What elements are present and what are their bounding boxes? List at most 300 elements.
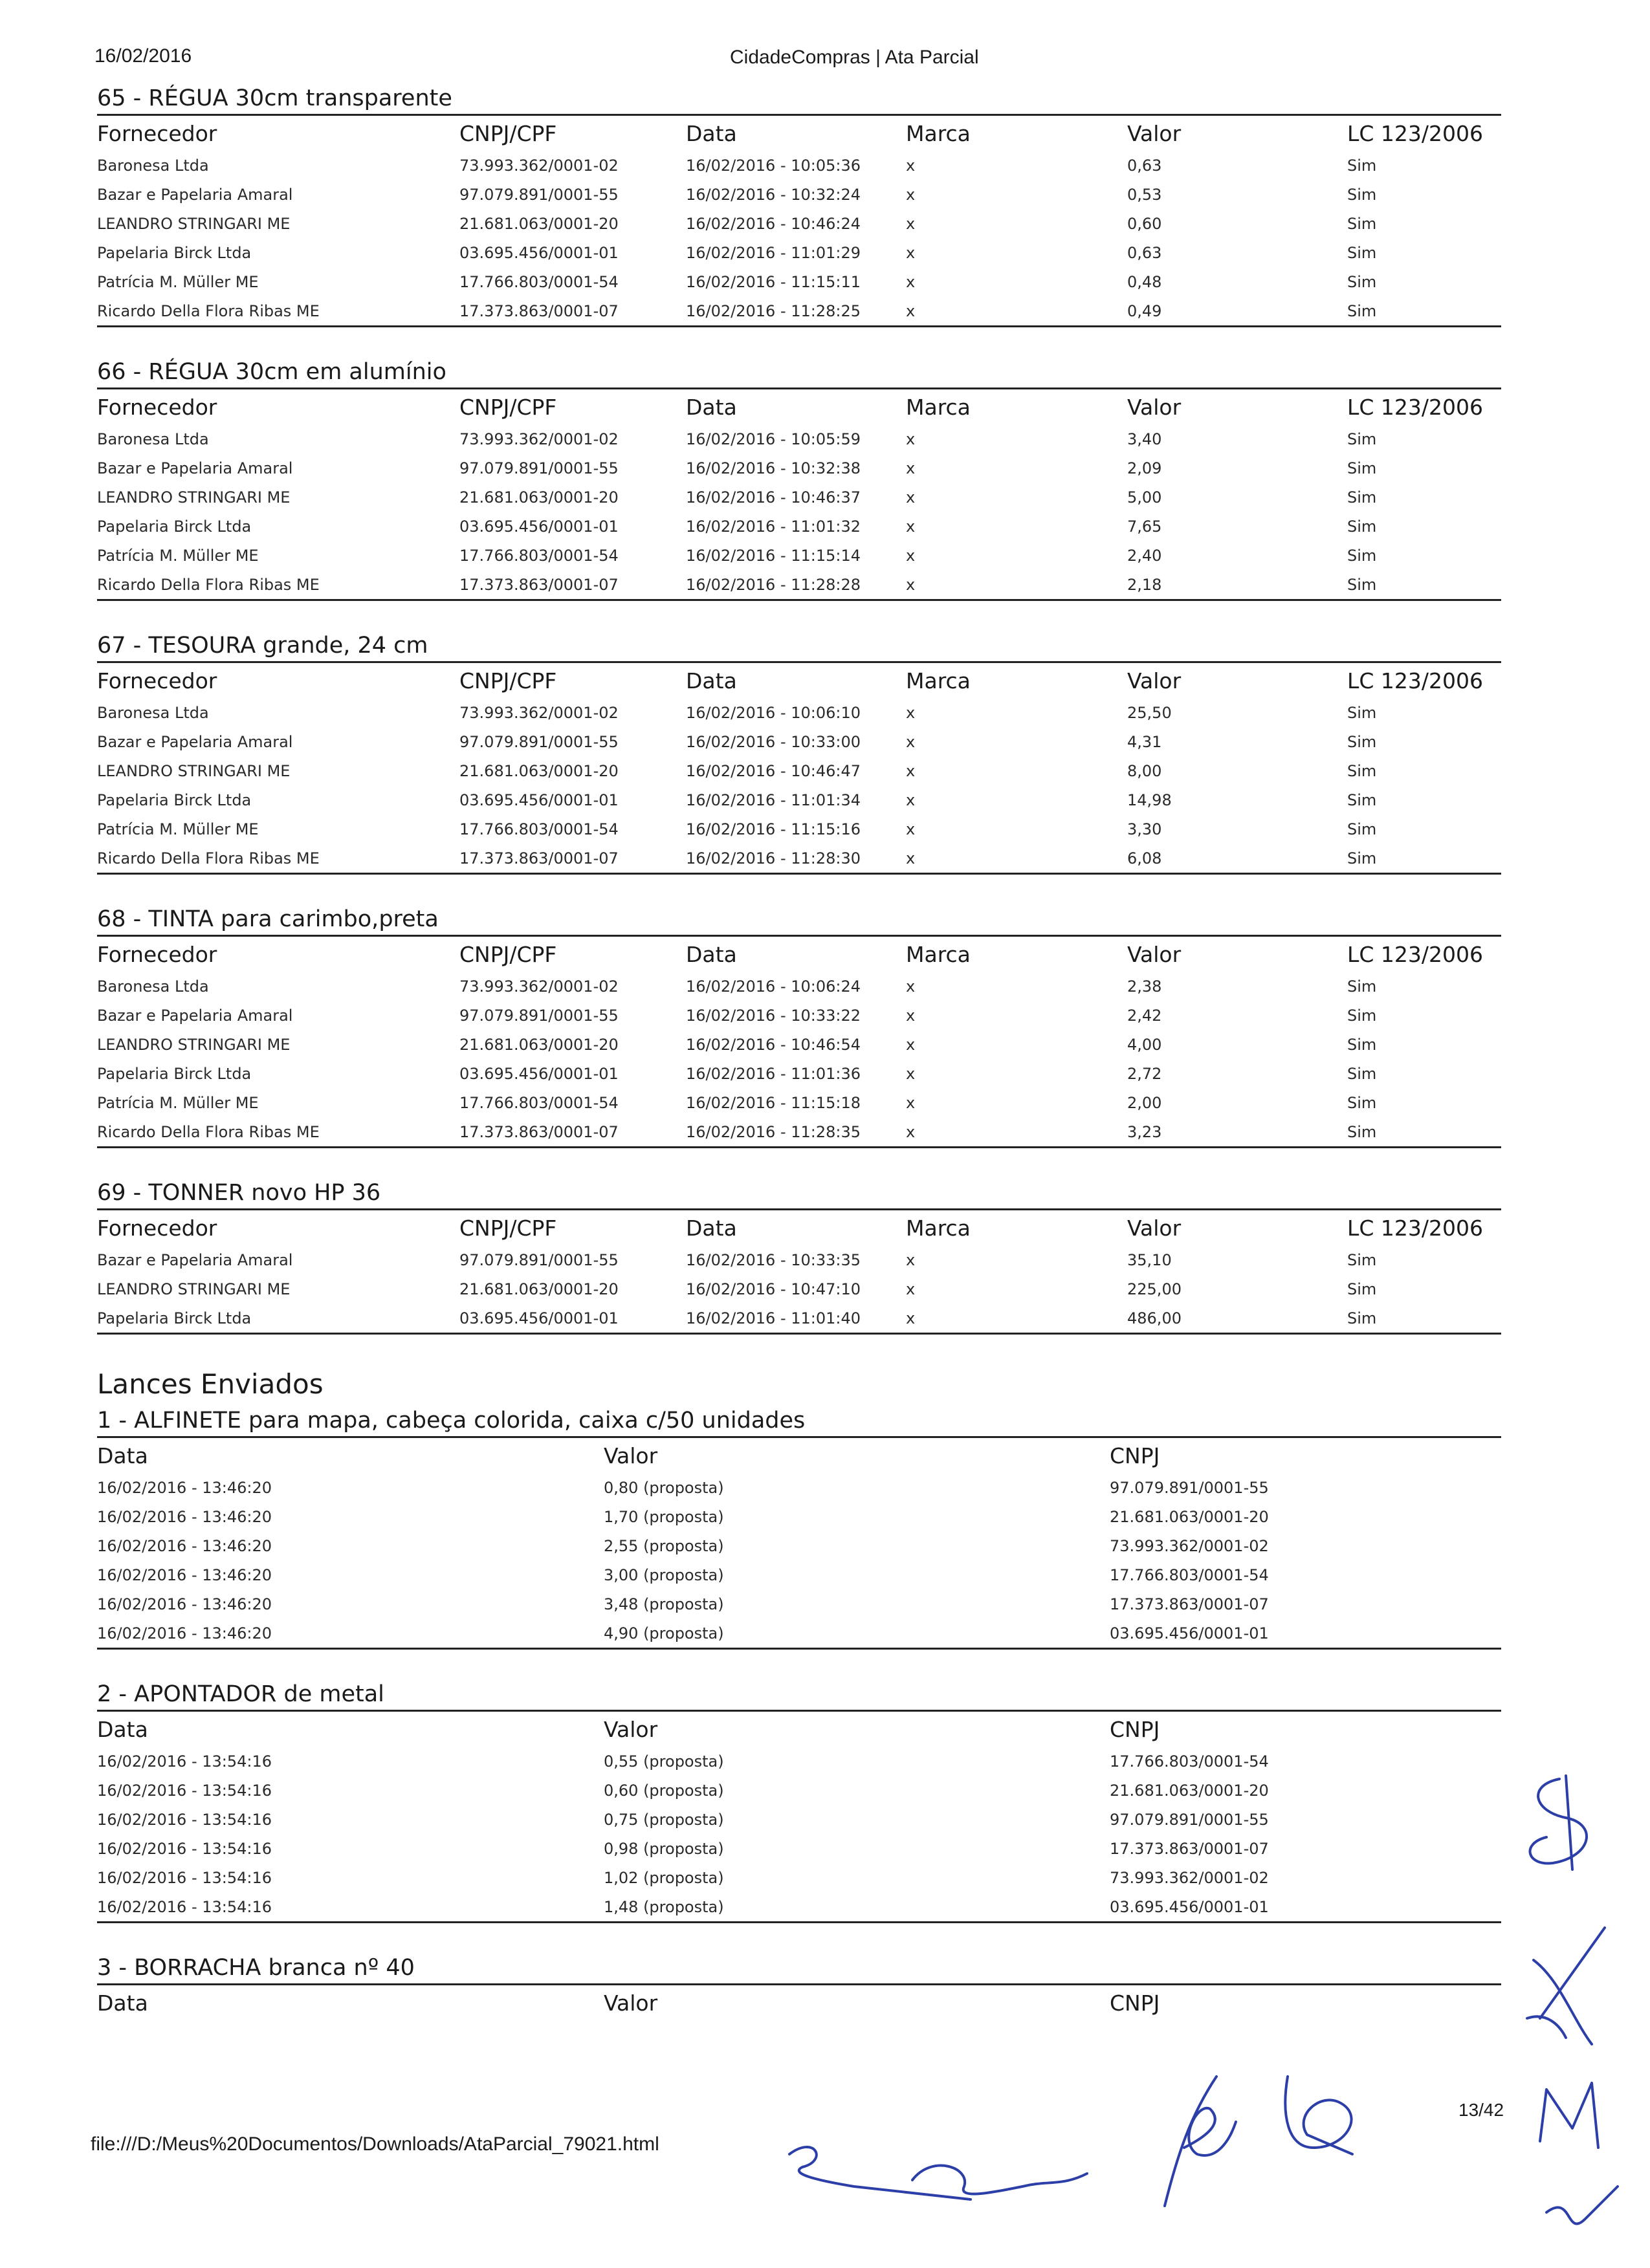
cell-valor: 0,60 (proposta) [604, 1781, 724, 1800]
table-row [97, 180, 1501, 209]
signature-bottom-2 [1139, 2070, 1255, 2212]
cell-cnpj: 17.766.803/0001-54 [1110, 1752, 1269, 1771]
cell-valor: 1,48 (proposta) [604, 1897, 724, 1916]
cell-lc: Sim [1347, 849, 1377, 867]
cell-marca: x [906, 1309, 916, 1327]
table-header-row [97, 937, 1501, 972]
cell-valor: 0,75 (proposta) [604, 1810, 724, 1829]
cell-fornecedor: LEANDRO STRINGARI ME [97, 488, 291, 507]
section-spacer [97, 601, 1501, 630]
section-title: 1 - ALFINETE para mapa, cabeça colorida, caixa c/50 unidades [97, 1408, 806, 1434]
cell-lc: Sim [1347, 185, 1377, 204]
column-header-cnpj: CNPJ [1110, 1990, 1160, 2016]
table-row [97, 1059, 1501, 1088]
column-header-fornecedor: Fornecedor [97, 668, 217, 693]
column-header-data: Data [97, 1990, 148, 2016]
cell-lc: Sim [1347, 820, 1377, 838]
table-header-row [97, 1210, 1501, 1245]
table-header-row [97, 1985, 1501, 2020]
cell-valor: 2,42 [1127, 1006, 1162, 1025]
cell-cnpj: 17.766.803/0001-54 [459, 272, 619, 291]
cell-data: 16/02/2016 - 11:01:40 [686, 1309, 861, 1327]
cell-marca: x [906, 243, 916, 262]
cell-marca: x [906, 156, 916, 175]
signature-bottom-1 [776, 2128, 1113, 2206]
cell-data: 16/02/2016 - 11:28:28 [686, 575, 861, 594]
cell-marca: x [906, 703, 916, 722]
cell-cnpj: 21.681.063/0001-20 [1110, 1507, 1269, 1526]
footer-page-number: 13/42 [1458, 2100, 1504, 2120]
cell-lc: Sim [1347, 301, 1377, 320]
column-header-valor: Valor [604, 1716, 658, 1742]
cell-fornecedor: LEANDRO STRINGARI ME [97, 761, 291, 780]
table-row [97, 1088, 1501, 1117]
header-date: 16/02/2016 [94, 45, 192, 67]
cell-cnpj: 97.079.891/0001-55 [459, 1006, 619, 1025]
table-row [97, 541, 1501, 570]
cell-fornecedor: Papelaria Birck Ltda [97, 1309, 252, 1327]
section-spacer [97, 1335, 1501, 1364]
table-row [97, 238, 1501, 267]
section-title: 2 - APONTADOR de metal [97, 1681, 384, 1707]
cell-valor: 0,80 (proposta) [604, 1478, 724, 1497]
cell-fornecedor: LEANDRO STRINGARI ME [97, 1035, 291, 1054]
cell-data: 16/02/2016 - 10:05:59 [686, 430, 861, 448]
cell-cnpj: 73.993.362/0001-02 [459, 430, 619, 448]
column-header-cnpj: CNPJ/CPF [459, 941, 557, 967]
cell-valor: 486,00 [1127, 1309, 1182, 1327]
column-header-fornecedor: Fornecedor [97, 394, 217, 420]
cell-valor: 14,98 [1127, 791, 1172, 809]
cell-fornecedor: Patrícia M. Müller ME [97, 820, 259, 838]
table-row [97, 1274, 1501, 1303]
cell-cnpj: 17.766.803/0001-54 [459, 546, 619, 565]
lances-section [97, 1952, 1501, 2020]
table-row [97, 267, 1501, 296]
cell-lc: Sim [1347, 272, 1377, 291]
column-header-marca: Marca [906, 941, 971, 967]
cell-fornecedor: LEANDRO STRINGARI ME [97, 214, 291, 233]
signature-initial-c [1527, 2077, 1624, 2245]
cell-valor: 3,40 [1127, 430, 1162, 448]
cell-fornecedor: Baronesa Ltda [97, 430, 209, 448]
cell-data: 16/02/2016 - 11:01:29 [686, 243, 861, 262]
cell-marca: x [906, 1280, 916, 1298]
cell-cnpj: 03.695.456/0001-01 [1110, 1897, 1269, 1916]
column-header-valor: Valor [1127, 941, 1182, 967]
cell-valor: 2,00 [1127, 1093, 1162, 1112]
table-row [97, 512, 1501, 541]
table-row [97, 570, 1501, 599]
table-row [97, 1531, 1501, 1560]
cell-valor: 5,00 [1127, 488, 1162, 507]
cell-marca: x [906, 575, 916, 594]
cell-data: 16/02/2016 - 13:54:16 [97, 1868, 272, 1887]
signature-initial-b [1521, 1921, 1618, 2051]
table-row [97, 1776, 1501, 1805]
cell-cnpj: 03.695.456/0001-01 [459, 517, 619, 536]
cell-lc: Sim [1347, 1006, 1377, 1025]
table-row [97, 972, 1501, 1001]
cell-marca: x [906, 214, 916, 233]
cell-valor: 0,53 [1127, 185, 1162, 204]
cell-lc: Sim [1347, 517, 1377, 536]
cell-data: 16/02/2016 - 13:46:20 [97, 1536, 272, 1555]
cell-marca: x [906, 459, 916, 477]
cell-lc: Sim [1347, 243, 1377, 262]
cell-fornecedor: Papelaria Birck Ltda [97, 517, 252, 536]
cell-marca: x [906, 1122, 916, 1141]
table-row [97, 424, 1501, 453]
column-header-cnpj: CNPJ/CPF [459, 120, 557, 146]
cell-data: 16/02/2016 - 10:06:24 [686, 977, 861, 996]
cell-data: 16/02/2016 - 13:54:16 [97, 1839, 272, 1858]
cell-lc: Sim [1347, 977, 1377, 996]
cell-cnpj: 17.373.863/0001-07 [1110, 1595, 1269, 1613]
section-title: 68 - TINTA para carimbo,preta [97, 906, 439, 932]
cell-fornecedor: Papelaria Birck Ltda [97, 243, 252, 262]
cell-data: 16/02/2016 - 10:06:10 [686, 703, 861, 722]
cell-fornecedor: Bazar e Papelaria Amaral [97, 459, 293, 477]
cell-cnpj: 21.681.063/0001-20 [459, 1280, 619, 1298]
cell-marca: x [906, 488, 916, 507]
column-header-valor: Valor [1127, 1215, 1182, 1241]
cell-valor: 0,49 [1127, 301, 1162, 320]
cell-lc: Sim [1347, 761, 1377, 780]
column-header-cnpj: CNPJ [1110, 1443, 1160, 1468]
cell-data: 16/02/2016 - 10:33:22 [686, 1006, 861, 1025]
cell-cnpj: 97.079.891/0001-55 [459, 1250, 619, 1269]
cell-valor: 0,48 [1127, 272, 1162, 291]
section-spacer [97, 1650, 1501, 1679]
column-header-fornecedor: Fornecedor [97, 941, 217, 967]
table-row [97, 1001, 1501, 1030]
cell-data: 16/02/2016 - 11:28:35 [686, 1122, 861, 1141]
cell-lc: Sim [1347, 1250, 1377, 1269]
lances-section [97, 1405, 1501, 1650]
cell-cnpj: 03.695.456/0001-01 [1110, 1624, 1269, 1642]
cell-valor: 6,08 [1127, 849, 1162, 867]
section-title: 3 - BORRACHA branca nº 40 [97, 1955, 415, 1981]
table-header-row [97, 389, 1501, 424]
cell-data: 16/02/2016 - 13:54:16 [97, 1781, 272, 1800]
cell-cnpj: 97.079.891/0001-55 [459, 459, 619, 477]
cell-fornecedor: Ricardo Della Flora Ribas ME [97, 575, 320, 594]
cell-marca: x [906, 301, 916, 320]
table-row [97, 1245, 1501, 1274]
cell-cnpj: 17.766.803/0001-54 [459, 1093, 619, 1112]
column-header-data: Data [97, 1716, 148, 1742]
cell-valor: 225,00 [1127, 1280, 1182, 1298]
cell-data: 16/02/2016 - 11:15:16 [686, 820, 861, 838]
cell-lc: Sim [1347, 1035, 1377, 1054]
table-header-row [97, 663, 1501, 698]
cell-marca: x [906, 977, 916, 996]
cell-fornecedor: Patrícia M. Müller ME [97, 546, 259, 565]
lances-title: Lances Enviados [97, 1368, 324, 1400]
table-row [97, 844, 1501, 873]
cell-fornecedor: Ricardo Della Flora Ribas ME [97, 1122, 320, 1141]
column-header-marca: Marca [906, 120, 971, 146]
cell-valor: 2,38 [1127, 977, 1162, 996]
cell-marca: x [906, 185, 916, 204]
cell-marca: x [906, 761, 916, 780]
cell-fornecedor: Baronesa Ltda [97, 156, 209, 175]
table-row [97, 727, 1501, 756]
cell-fornecedor: LEANDRO STRINGARI ME [97, 1280, 291, 1298]
table-row [97, 698, 1501, 727]
cell-lc: Sim [1347, 459, 1377, 477]
table-row [97, 1619, 1501, 1648]
column-header-cnpj: CNPJ [1110, 1716, 1160, 1742]
cell-cnpj: 03.695.456/0001-01 [459, 1064, 619, 1083]
cell-lc: Sim [1347, 214, 1377, 233]
table-row [97, 814, 1501, 844]
section-title: 69 - TONNER novo HP 36 [97, 1180, 381, 1206]
cell-marca: x [906, 1093, 916, 1112]
column-header-valor: Valor [1127, 668, 1182, 693]
cell-marca: x [906, 1006, 916, 1025]
column-header-valor: Valor [604, 1443, 658, 1468]
section-spacer [97, 875, 1501, 904]
cell-fornecedor: Baronesa Ltda [97, 703, 209, 722]
cell-lc: Sim [1347, 732, 1377, 751]
cell-data: 16/02/2016 - 10:46:54 [686, 1035, 861, 1054]
cell-lc: Sim [1347, 156, 1377, 175]
cell-cnpj: 17.373.863/0001-07 [459, 575, 619, 594]
cell-valor: 2,09 [1127, 459, 1162, 477]
cell-marca: x [906, 1250, 916, 1269]
table-row [97, 1834, 1501, 1863]
table-row [97, 483, 1501, 512]
column-header-marca: Marca [906, 1215, 971, 1241]
cell-marca: x [906, 546, 916, 565]
header-title: CidadeCompras | Ata Parcial [730, 47, 979, 68]
cell-data: 16/02/2016 - 10:46:47 [686, 761, 861, 780]
proposal-section [97, 356, 1501, 601]
cell-fornecedor: Bazar e Papelaria Amaral [97, 1250, 293, 1269]
cell-fornecedor: Papelaria Birck Ltda [97, 791, 252, 809]
cell-cnpj: 73.993.362/0001-02 [459, 977, 619, 996]
cell-lc: Sim [1347, 1309, 1377, 1327]
cell-lc: Sim [1347, 430, 1377, 448]
cell-data: 16/02/2016 - 10:46:24 [686, 214, 861, 233]
cell-valor: 4,31 [1127, 732, 1162, 751]
column-header-data: Data [686, 120, 737, 146]
section-title: 66 - RÉGUA 30cm em alumínio [97, 359, 446, 385]
cell-data: 16/02/2016 - 13:46:20 [97, 1595, 272, 1613]
cell-lc: Sim [1347, 1064, 1377, 1083]
cell-cnpj: 97.079.891/0001-55 [1110, 1810, 1269, 1829]
section-spacer [97, 327, 1501, 356]
cell-data: 16/02/2016 - 11:15:11 [686, 272, 861, 291]
column-header-lc: LC 123/2006 [1347, 120, 1484, 146]
column-header-fornecedor: Fornecedor [97, 120, 217, 146]
cell-fornecedor: Bazar e Papelaria Amaral [97, 732, 293, 751]
column-header-data: Data [686, 941, 737, 967]
cell-cnpj: 21.681.063/0001-20 [459, 214, 619, 233]
cell-cnpj: 03.695.456/0001-01 [459, 1309, 619, 1327]
cell-cnpj: 97.079.891/0001-55 [459, 185, 619, 204]
cell-cnpj: 21.681.063/0001-20 [459, 1035, 619, 1054]
cell-marca: x [906, 1035, 916, 1054]
section-title: 65 - RÉGUA 30cm transparente [97, 85, 452, 111]
cell-lc: Sim [1347, 575, 1377, 594]
cell-cnpj: 21.681.063/0001-20 [459, 761, 619, 780]
table-row [97, 209, 1501, 238]
cell-valor: 2,72 [1127, 1064, 1162, 1083]
cell-data: 16/02/2016 - 10:05:36 [686, 156, 861, 175]
cell-data: 16/02/2016 - 13:54:16 [97, 1752, 272, 1771]
cell-cnpj: 73.993.362/0001-02 [1110, 1868, 1269, 1887]
table-header-row [97, 116, 1501, 151]
cell-cnpj: 17.373.863/0001-07 [459, 849, 619, 867]
signature-initial-a [1514, 1772, 1611, 1876]
cell-valor: 3,48 (proposta) [604, 1595, 724, 1613]
cell-cnpj: 73.993.362/0001-02 [1110, 1536, 1269, 1555]
cell-valor: 1,02 (proposta) [604, 1868, 724, 1887]
cell-valor: 35,10 [1127, 1250, 1172, 1269]
cell-valor: 3,30 [1127, 820, 1162, 838]
cell-marca: x [906, 849, 916, 867]
cell-cnpj: 21.681.063/0001-20 [459, 488, 619, 507]
cell-fornecedor: Patrícia M. Müller ME [97, 272, 259, 291]
cell-data: 16/02/2016 - 11:01:34 [686, 791, 861, 809]
lances-section [97, 1679, 1501, 1923]
table-row [97, 1805, 1501, 1834]
cell-valor: 2,55 (proposta) [604, 1536, 724, 1555]
table-row [97, 1502, 1501, 1531]
cell-valor: 0,63 [1127, 243, 1162, 262]
cell-fornecedor: Bazar e Papelaria Amaral [97, 185, 293, 204]
cell-data: 16/02/2016 - 11:28:25 [686, 301, 861, 320]
cell-data: 16/02/2016 - 11:28:30 [686, 849, 861, 867]
cell-fornecedor: Bazar e Papelaria Amaral [97, 1006, 293, 1025]
cell-valor: 2,40 [1127, 546, 1162, 565]
cell-cnpj: 73.993.362/0001-02 [459, 703, 619, 722]
column-header-lc: LC 123/2006 [1347, 1215, 1484, 1241]
cell-cnpj: 21.681.063/0001-20 [1110, 1781, 1269, 1800]
cell-cnpj: 17.373.863/0001-07 [459, 301, 619, 320]
cell-lc: Sim [1347, 1122, 1377, 1141]
column-header-valor: Valor [604, 1990, 658, 2016]
cell-data: 16/02/2016 - 13:46:20 [97, 1565, 272, 1584]
cell-lc: Sim [1347, 546, 1377, 565]
cell-valor: 25,50 [1127, 703, 1172, 722]
cell-marca: x [906, 791, 916, 809]
cell-data: 16/02/2016 - 13:46:20 [97, 1478, 272, 1497]
table-row [97, 1589, 1501, 1619]
table-row [97, 1473, 1501, 1502]
table-header-row [97, 1712, 1501, 1747]
table-row [97, 453, 1501, 483]
cell-fornecedor: Baronesa Ltda [97, 977, 209, 996]
cell-data: 16/02/2016 - 11:15:18 [686, 1093, 861, 1112]
cell-lc: Sim [1347, 488, 1377, 507]
cell-marca: x [906, 820, 916, 838]
cell-cnpj: 17.373.863/0001-07 [1110, 1839, 1269, 1858]
proposal-section [97, 904, 1501, 1148]
cell-data: 16/02/2016 - 10:32:24 [686, 185, 861, 204]
cell-data: 16/02/2016 - 13:54:16 [97, 1897, 272, 1916]
cell-marca: x [906, 430, 916, 448]
table-row [97, 1892, 1501, 1921]
cell-data: 16/02/2016 - 13:46:20 [97, 1507, 272, 1526]
column-header-data: Data [686, 668, 737, 693]
cell-valor: 0,98 (proposta) [604, 1839, 724, 1858]
cell-valor: 1,70 (proposta) [604, 1507, 724, 1526]
table-row [97, 1863, 1501, 1892]
cell-lc: Sim [1347, 791, 1377, 809]
cell-lc: Sim [1347, 703, 1377, 722]
column-header-valor: Valor [1127, 120, 1182, 146]
cell-valor: 0,55 (proposta) [604, 1752, 724, 1771]
cell-data: 16/02/2016 - 10:33:00 [686, 732, 861, 751]
cell-cnpj: 73.993.362/0001-02 [459, 156, 619, 175]
cell-data: 16/02/2016 - 13:54:16 [97, 1810, 272, 1829]
cell-data: 16/02/2016 - 11:15:14 [686, 546, 861, 565]
cell-marca: x [906, 732, 916, 751]
cell-valor: 3,00 (proposta) [604, 1565, 724, 1584]
section-spacer [97, 1148, 1501, 1177]
cell-data: 16/02/2016 - 10:33:35 [686, 1250, 861, 1269]
cell-valor: 4,00 [1127, 1035, 1162, 1054]
cell-marca: x [906, 517, 916, 536]
cell-data: 16/02/2016 - 13:46:20 [97, 1624, 272, 1642]
cell-valor: 7,65 [1127, 517, 1162, 536]
cell-fornecedor: Ricardo Della Flora Ribas ME [97, 301, 320, 320]
table-row [97, 1117, 1501, 1146]
cell-cnpj: 17.373.863/0001-07 [459, 1122, 619, 1141]
table-row [97, 1747, 1501, 1776]
table-row [97, 1303, 1501, 1333]
table-row [97, 785, 1501, 814]
cell-marca: x [906, 1064, 916, 1083]
proposal-section [97, 630, 1501, 875]
cell-cnpj: 17.766.803/0001-54 [1110, 1565, 1269, 1584]
cell-fornecedor: Patrícia M. Müller ME [97, 1093, 259, 1112]
cell-valor: 2,18 [1127, 575, 1162, 594]
cell-marca: x [906, 272, 916, 291]
cell-data: 16/02/2016 - 10:46:37 [686, 488, 861, 507]
column-header-marca: Marca [906, 394, 971, 420]
cell-lc: Sim [1347, 1093, 1377, 1112]
cell-cnpj: 03.695.456/0001-01 [459, 791, 619, 809]
column-header-lc: LC 123/2006 [1347, 941, 1484, 967]
column-header-cnpj: CNPJ/CPF [459, 1215, 557, 1241]
column-header-lc: LC 123/2006 [1347, 668, 1484, 693]
cell-data: 16/02/2016 - 11:01:36 [686, 1064, 861, 1083]
document-content [97, 83, 1501, 2020]
cell-valor: 8,00 [1127, 761, 1162, 780]
table-row [97, 756, 1501, 785]
cell-cnpj: 97.079.891/0001-55 [1110, 1478, 1269, 1497]
table-row [97, 151, 1501, 180]
table-header-row [97, 1438, 1501, 1473]
section-spacer [97, 1923, 1501, 1952]
column-header-lc: LC 123/2006 [1347, 394, 1484, 420]
column-header-fornecedor: Fornecedor [97, 1215, 217, 1241]
section-title: 67 - TESOURA grande, 24 cm [97, 633, 428, 659]
column-header-valor: Valor [1127, 394, 1182, 420]
proposal-section [97, 1177, 1501, 1335]
cell-data: 16/02/2016 - 10:32:38 [686, 459, 861, 477]
column-header-data: Data [686, 394, 737, 420]
signature-bottom-3 [1268, 2064, 1372, 2161]
cell-fornecedor: Ricardo Della Flora Ribas ME [97, 849, 320, 867]
cell-valor: 0,60 [1127, 214, 1162, 233]
column-header-cnpj: CNPJ/CPF [459, 668, 557, 693]
